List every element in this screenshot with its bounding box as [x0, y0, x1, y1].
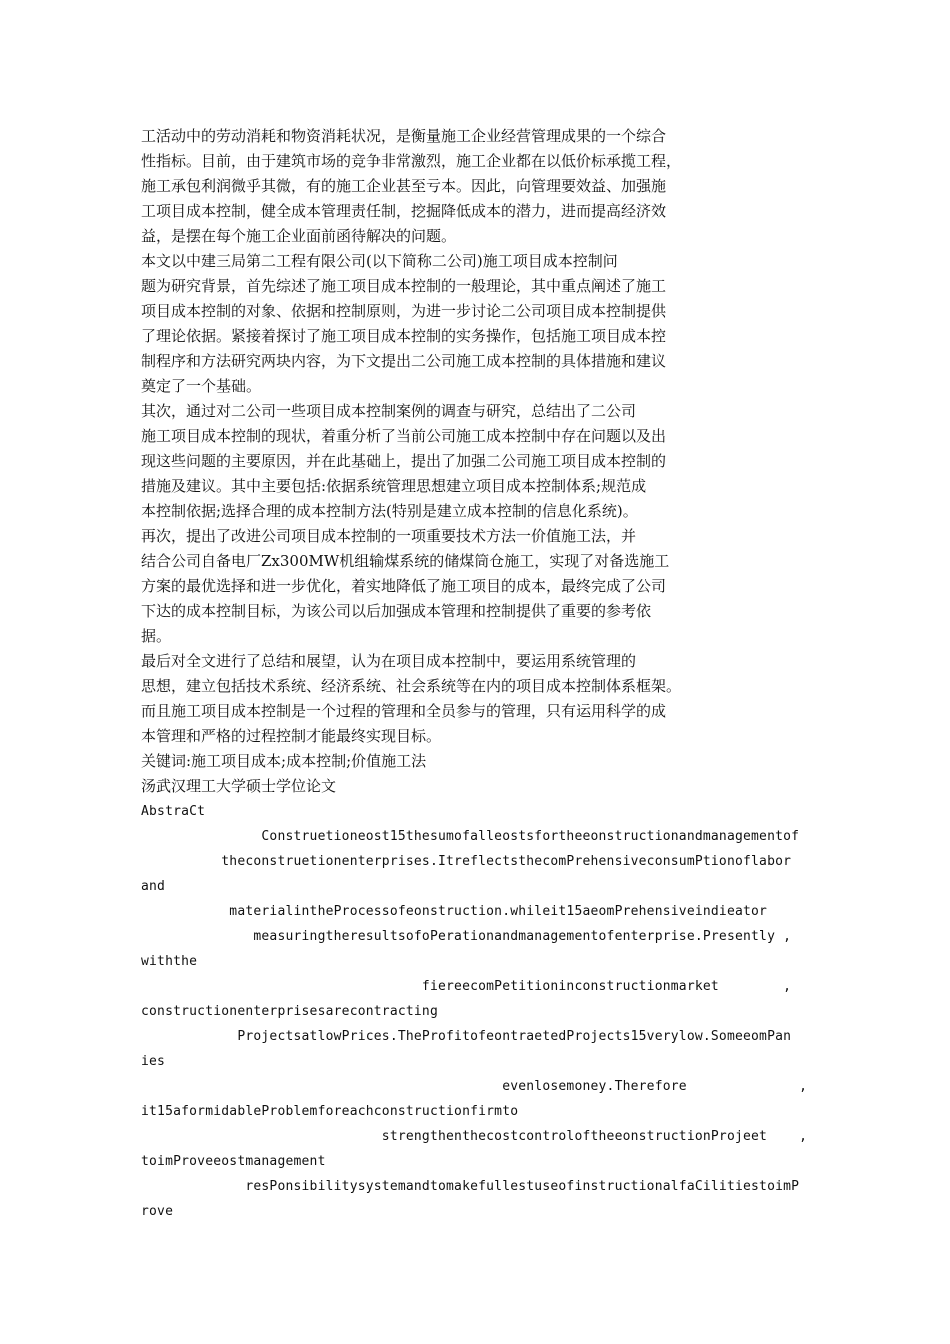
- text-line: 工活动中的劳动消耗和物资消耗状况，是衡量施工企业经营管理成果的一个综合: [141, 127, 667, 145]
- text-line: evenlosemoney.Therefore ,: [141, 1079, 808, 1094]
- text-line: 施工承包利润微乎其微，有的施工企业甚至亏本。因此，向管理要效益、加强施: [141, 177, 667, 195]
- text-line: 结合公司自备电厂Zx300MW机组输煤系统的储煤筒仓施工，实现了对备选施工: [141, 552, 670, 570]
- text-line: theconstruetionenterprises.ItreflectsthecomPrehensiveconsumPtionoflabor: [141, 854, 792, 869]
- text-line: 本控制依据;选择合理的成本控制方法(特别是建立成本控制的信息化系统)。: [141, 502, 638, 520]
- text-line: 其次，通过对二公司一些项目成本控制案例的调查与研究，总结出了二公司: [141, 402, 637, 420]
- text-line: 施工项目成本控制的现状，着重分析了当前公司施工成本控制中存在问题以及出: [141, 427, 667, 445]
- text-line: and: [141, 879, 166, 894]
- text-line: 下达的成本控制目标，为该公司以后加强成本管理和控制提供了重要的参考依: [141, 602, 652, 620]
- text-line: 方案的最优选择和进一步优化，着实地降低了施工项目的成本，最终完成了公司: [141, 577, 667, 595]
- text-line: 汤武汉理工大学硕士学位论文: [141, 777, 337, 795]
- text-line: 项目成本控制的对象、依据和控制原则，为进一步讨论二公司项目成本控制提供: [141, 302, 667, 320]
- text-line: measuringtheresultsofoPerationandmanagementofenterprise.Presently ,: [141, 929, 792, 944]
- text-line: Construetioneost15thesumofalleostsfortheeonstructionandmanagementof: [141, 829, 800, 844]
- text-line: 据。: [141, 627, 172, 645]
- text-line: 关键词:施工项目成本;成本控制;价值施工法: [141, 752, 427, 770]
- text-line: 益，是摆在每个施工企业面前函待解决的问题。: [141, 227, 457, 245]
- text-line: ies: [141, 1054, 166, 1069]
- text-line: 现这些问题的主要原因，并在此基础上，提出了加强二公司施工项目成本控制的: [141, 452, 667, 470]
- text-line: toimProveeostmanagement: [141, 1154, 326, 1169]
- text-line: 制程序和方法研究两块内容，为下文提出二公司施工成本控制的具体措施和建议: [141, 352, 667, 370]
- text-line: 最后对全文进行了总结和展望，认为在项目成本控制中，要运用系统管理的: [141, 652, 637, 670]
- text-line: 而且施工项目成本控制是一个过程的管理和全员参与的管理，只有运用科学的成: [141, 702, 667, 720]
- text-line: resPonsibilitysystemandtomakefullestuseofinstructionalfaCilitiestoimP: [141, 1179, 800, 1194]
- text-line: materialintheProcessofeonstruction.whileit15aeomPrehensiveindieator: [141, 904, 768, 919]
- text-line: 性指标。目前，由于建筑市场的竞争非常激烈，施工企业都在以低价标承揽工程，: [141, 152, 682, 170]
- text-line: strengthenthecostcontroloftheeonstructionProjeet ,: [141, 1129, 808, 1144]
- text-line: constructionenterprisesarecontracting: [141, 1004, 438, 1019]
- text-line: fiereecomPetitioninconstructionmarket ,: [141, 979, 792, 994]
- text-line: 措施及建议。其中主要包括:依据系统管理思想建立项目成本控制体系;规范成: [141, 477, 647, 495]
- text-line: withthe: [141, 954, 198, 969]
- text-line: it15aformidableProblemforeachconstructionfirmto: [141, 1104, 519, 1119]
- text-line: 工项目成本控制，健全成本管理责任制，挖掘降低成本的潜力，进而提高经济效: [141, 202, 667, 220]
- text-line: 思想，建立包括技术系统、经济系统、社会系统等在内的项目成本控制体系框架。: [141, 677, 682, 695]
- text-line: 本文以中建三局第二工程有限公司(以下简称二公司)施工项目成本控制问: [141, 252, 618, 270]
- text-line: AbstraCt: [141, 804, 206, 819]
- text-line: ProjectsatlowPrices.TheProfitofeontraetedProjects15verylow.SomeeomPan: [141, 1029, 792, 1044]
- text-line: 题为研究背景，首先综述了施工项目成本控制的一般理论，其中重点阐述了施工: [141, 277, 667, 295]
- text-line: 本管理和严格的过程控制才能最终实现目标。: [141, 727, 442, 745]
- text-line: 了理论依据。紧接着探讨了施工项目成本控制的实务操作，包括施工项目成本控: [141, 327, 667, 345]
- text-line: 再次，提出了改进公司项目成本控制的一项重要技术方法一价值施工法，并: [141, 527, 637, 545]
- text-line: rove: [141, 1204, 174, 1219]
- text-line: 奠定了一个基础。: [141, 377, 262, 395]
